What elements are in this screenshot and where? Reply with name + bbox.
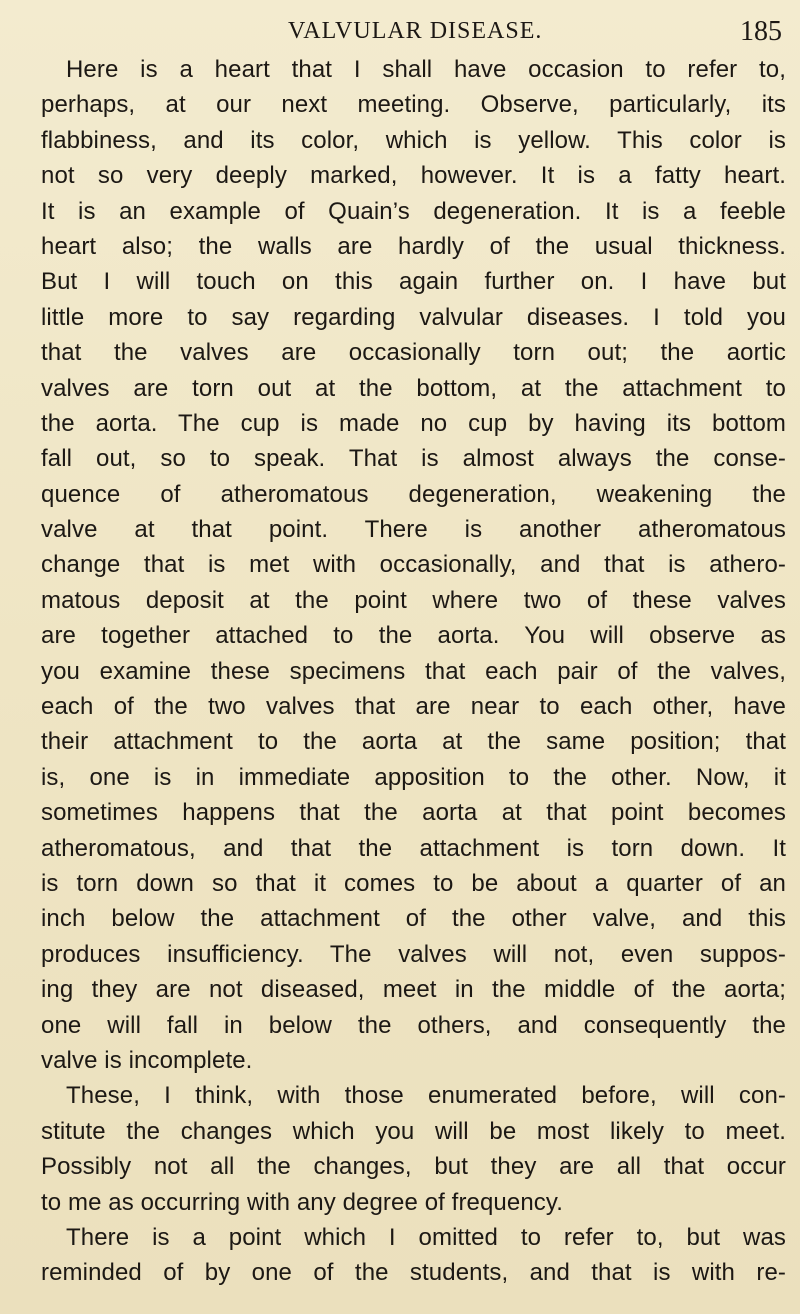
text-line: is, one is in immediate apposition to the other. Now, it [41,763,786,791]
text-line: you examine these specimens that each pair of the valves, [41,657,786,685]
text-line: sometimes happens that the aorta at that point becomes [41,799,786,827]
text-line: Possibly not all the changes, but they are all that occur [41,1153,786,1181]
text-line: is torn down so that it comes to be about a quarter of an [41,869,786,897]
text-line: valve is incomplete. [41,1046,253,1074]
text-line: atheromatous, and that the attachment is torn down. It [41,834,786,862]
text-line: There is a point which I omitted to refer to, but was [66,1223,786,1251]
text-line: stitute the changes which you will be most likely to meet. [41,1117,786,1145]
text-line: flabbiness, and its color, which is yellow. This color is [41,126,786,154]
text-line: ing they are not diseased, meet in the middle of the aorta; [41,976,786,1004]
running-head: VALVULAR DISEASE. [288,18,543,44]
text-line: that the valves are occasionally torn out; the aortic [41,339,786,367]
text-line: valves are torn out at the bottom, at the attachment to [41,374,786,402]
text-line: inch below the attachment of the other valve, and this [41,905,786,933]
text-line: But I will touch on this again further on. I have but [41,268,786,296]
text-line: one will fall in below the others, and consequently the [41,1011,786,1039]
text-line: Here is a heart that I shall have occasion to refer to, [66,56,786,83]
page-number: 185 [740,16,782,47]
text-line: are together attached to the aorta. You will observe as [41,622,786,650]
text-line: to me as occurring with any degree of frequency. [41,1188,563,1216]
text-line: each of the two valves that are near to each other, have [41,693,786,721]
text-line: fall out, so to speak. That is almost always the conse- [41,445,786,473]
text-line: It is an example of Quain’s degeneration. It is a feeble [41,197,786,225]
page-header [0,14,800,54]
text-line: perhaps, at our next meeting. Observe, particularly, its [41,91,786,119]
text-line: reminded of by one of the students, and that is with re- [41,1259,786,1287]
text-line: produces insufficiency. The valves will not, even suppos- [41,940,786,968]
text-line: quence of atheromatous degeneration, weakening the [41,480,786,508]
text-line: valve at that point. There is another atheromatous [41,516,786,544]
text-line: the aorta. The cup is made no cup by having its bottom [41,409,786,437]
text-line: little more to say regarding valvular diseases. I told you [41,303,786,331]
text-line: their attachment to the aorta at the same position; that [41,728,786,756]
text-line: change that is met with occasionally, and that is athero- [41,551,786,579]
body-text [41,52,786,1291]
text-line: not so very deeply marked, however. It is a fatty heart. [41,162,786,190]
text-line: matous deposit at the point where two of these valves [41,586,786,614]
text-line: heart also; the walls are hardly of the usual thickness. [41,232,786,260]
text-line: These, I think, with those enumerated before, will con- [66,1082,786,1110]
